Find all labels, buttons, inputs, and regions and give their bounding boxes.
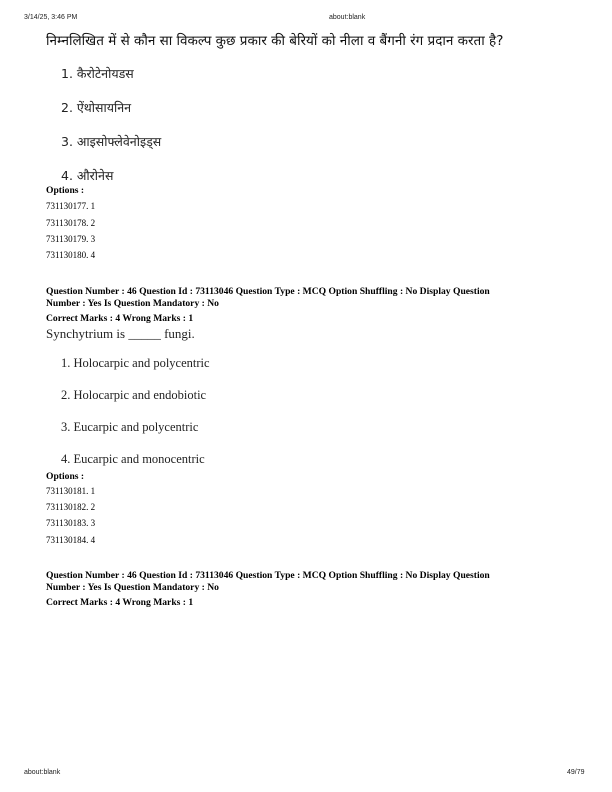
question-marks: Correct Marks : 4 Wrong Marks : 1 <box>46 313 194 324</box>
option-id-2: 731130178. 2 <box>46 218 96 228</box>
print-page-number: 49/79 <box>567 769 585 776</box>
option-id-2: 731130182. 2 <box>46 502 96 512</box>
print-footer-url: about:blank <box>24 769 61 776</box>
option-2: 2. Holocarpic and endobiotic <box>61 388 207 402</box>
option-id-1: 731130177. 1 <box>46 201 96 211</box>
options-label: Options : <box>46 185 85 196</box>
option-4: 4. Eucarpic and monocentric <box>61 452 205 466</box>
next-question-meta-line2: Number : Yes Is Question Mandatory : No <box>46 582 219 593</box>
option-3: 3. Eucarpic and polycentric <box>61 420 199 434</box>
question-meta-line1: Question Number : 46 Question Id : 73113046 Question Type : MCQ Option Shuffling : No Display Question <box>46 286 490 297</box>
print-datetime: 3/14/25, 3:46 PM <box>24 14 78 21</box>
question-meta-line2: Number : Yes Is Question Mandatory : No <box>46 298 219 309</box>
hindi-option-2: 2. ऐंथोसायनिन <box>61 100 132 115</box>
option-id-3: 731130179. 3 <box>46 234 96 244</box>
option-id-4: 731130180. 4 <box>46 250 96 260</box>
option-id-1: 731130181. 1 <box>46 486 96 496</box>
next-question-marks: Correct Marks : 4 Wrong Marks : 1 <box>46 597 194 608</box>
options-label: Options : <box>46 471 85 482</box>
hindi-option-3: 3. आइसोफ्लेवेनोइड्स <box>61 134 162 149</box>
question-text: Synchytrium is _____ fungi. <box>46 326 195 341</box>
hindi-question-text: निम्नलिखित में से कौन सा विकल्प कुछ प्रकार की बेरियों को नीला व बैंगनी रंग प्रदान करता है? <box>46 33 504 49</box>
hindi-option-1: 1. कैरोटेनोयडस <box>61 66 134 81</box>
hindi-option-4: 4. औरोनेस <box>61 168 114 183</box>
print-title: about:blank <box>329 14 366 21</box>
option-id-4: 731130184. 4 <box>46 535 96 545</box>
option-1: 1. Holocarpic and polycentric <box>61 356 210 370</box>
next-question-meta-line1: Question Number : 46 Question Id : 73113046 Question Type : MCQ Option Shuffling : No Display Question <box>46 570 490 581</box>
option-id-3: 731130183. 3 <box>46 518 96 528</box>
